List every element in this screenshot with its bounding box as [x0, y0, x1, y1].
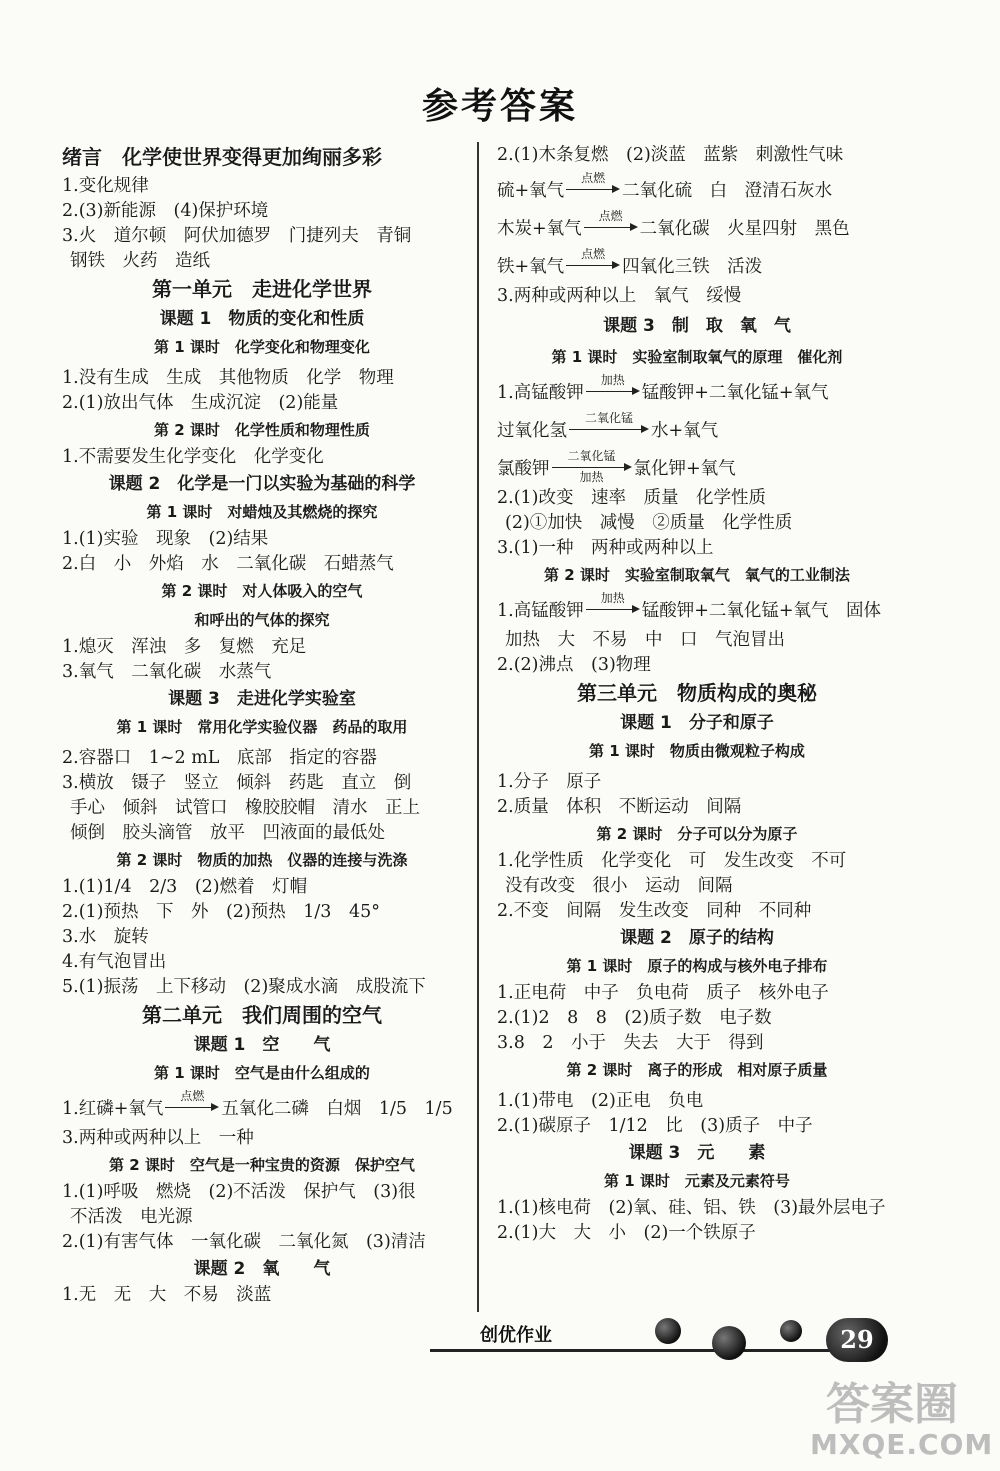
right-column — [497, 140, 897, 1246]
answer-line: 3.两种或两种以上 一种 — [62, 1128, 254, 1148]
reaction-lhs: 硫+氧气 — [497, 180, 565, 201]
lesson-heading: 和呼出的气体的探究 — [194, 611, 330, 629]
reaction-lhs: 木炭+氧气 — [497, 218, 582, 239]
lesson-heading: 第 1 课时 对蜡烛及其燃烧的探究 — [146, 503, 378, 521]
answer-line: 1.无 无 大 不易 淡蓝 — [62, 1285, 272, 1305]
answer-line: 1.(1)呼吸 燃烧 (2)不活泼 保护气 (3)很 — [62, 1182, 416, 1202]
answer-line: 1.不需要发生化学变化 化学变化 — [62, 447, 324, 467]
reaction-rhs: 五氧化二磷 白烟 1/5 1/5 — [221, 1098, 453, 1119]
reaction-rhs: 锰酸钾+二氧化锰+氧气 — [641, 382, 829, 403]
reaction-equation — [497, 590, 897, 628]
reaction-lhs: 过氧化氢 — [497, 420, 567, 441]
topic-heading: 课题 3 元 素 — [628, 1143, 766, 1163]
reaction-condition: 二氧化锰 — [567, 449, 616, 463]
reaction-lhs: 1.高锰酸钾 — [497, 382, 584, 403]
answer-line: 2.(1)碳原子 1/12 比 (3)质子 中子 — [497, 1116, 813, 1136]
column-divider — [477, 142, 479, 1312]
reaction-arrow — [586, 372, 640, 410]
reaction-arrow — [552, 448, 632, 486]
lesson-heading: 第 2 课时 离子的形成 相对原子质量 — [566, 1061, 828, 1079]
reaction-condition: 点燃 — [581, 247, 606, 261]
answer-line: 1.正电荷 中子 负电荷 质子 核外电子 — [497, 983, 829, 1003]
topic-heading: 课题 2 氧 气 — [193, 1259, 331, 1279]
watermark-url: MXQE.COM — [810, 1428, 994, 1461]
lesson-heading: 第 2 课时 空气是一种宝贵的资源 保护空气 — [109, 1156, 415, 1174]
reaction-arrow — [566, 246, 620, 284]
answer-line: 3.水 旋转 — [62, 927, 149, 947]
answer-line: 2.(1)2 8 8 (2)质子数 电子数 — [497, 1008, 772, 1028]
reaction-lhs: 1.红磷+氧气 — [62, 1098, 164, 1119]
answer-line: 没有改变 很小 运动 间隔 — [505, 876, 733, 896]
answer-line: 1.变化规律 — [62, 176, 149, 196]
answer-line: 3.8 2 小于 失去 大于 得到 — [497, 1033, 764, 1053]
reaction-equation — [497, 372, 897, 410]
topic-heading: 课题 3 制 取 氧 气 — [603, 316, 791, 336]
topic-heading: 课题 1 分子和原子 — [620, 713, 774, 733]
watermark-logo: 答案圈 — [826, 1379, 958, 1430]
answer-line: 2.(1)改变 速率 质量 化学性质 — [497, 488, 766, 508]
unit-heading: 第三单元 物质构成的奥秘 — [577, 681, 817, 705]
reaction-arrow — [566, 170, 620, 208]
answer-line: 1.(1)实验 现象 (2)结果 — [62, 529, 269, 549]
reaction-equation — [497, 208, 897, 246]
answer-line: 2.(1)放出气体 生成沉淀 (2)能量 — [62, 393, 339, 413]
reaction-rhs: 水+氧气 — [651, 420, 719, 441]
topic-heading: 课题 2 化学是一门以实验为基础的科学 — [108, 474, 416, 494]
answer-line: 2.容器口 1~2 mL 底部 指定的容器 — [62, 748, 377, 768]
answer-line: 3.横放 镊子 竖立 倾斜 药匙 直立 倒 — [62, 773, 412, 793]
decor-ball-icon — [712, 1326, 746, 1360]
lesson-heading: 第 2 课时 分子可以分为原子 — [596, 825, 798, 843]
answer-line: 不活泼 电光源 — [70, 1207, 193, 1227]
reaction-arrow — [569, 410, 649, 448]
reaction-equation — [497, 410, 897, 448]
reaction-rhs: 四氧化三铁 活泼 — [622, 256, 763, 277]
answer-line: (2)①加快 减慢 ②质量 化学性质 — [505, 513, 793, 533]
reaction-condition: 加热 — [600, 373, 625, 387]
reaction-condition-below: 加热 — [579, 470, 604, 484]
topic-heading: 课题 2 原子的结构 — [620, 928, 774, 948]
reaction-arrow — [586, 590, 640, 628]
reaction-arrow — [584, 208, 638, 246]
lesson-heading: 第 1 课时 实验室制取氧气的原理 催化剂 — [551, 348, 843, 366]
left-column — [62, 140, 462, 1308]
answer-line: 倾倒 胶头滴管 放平 凹液面的最低处 — [70, 823, 385, 843]
answer-line: 2.(1)有害气体 一氧化碳 二氧化氮 (3)清洁 — [62, 1232, 426, 1252]
reaction-rhs: 锰酸钾+二氧化锰+氧气 固体 — [641, 600, 882, 621]
reaction-rhs: 二氧化碳 火星四射 黑色 — [639, 218, 850, 239]
reaction-condition: 点燃 — [581, 171, 606, 185]
answer-line: 1.熄灭 浑浊 多 复燃 充足 — [62, 637, 307, 657]
answer-line: 3.火 道尔顿 阿伏加德罗 门捷列夫 青铜 — [62, 226, 412, 246]
topic-heading: 课题 1 空 气 — [193, 1035, 331, 1055]
answer-line: 3.氧气 二氧化碳 水蒸气 — [62, 662, 272, 682]
answer-line: 3.两种或两种以上 氧气 绥慢 — [497, 286, 742, 306]
page-title: 参考答案 — [421, 85, 578, 127]
lesson-heading: 第 1 课时 元素及元素符号 — [604, 1172, 790, 1190]
answer-line: 2.白 小 外焰 水 二氧化碳 石蜡蒸气 — [62, 554, 394, 574]
answer-line: 加热 大 不易 中 口 气泡冒出 — [505, 630, 785, 650]
lesson-heading: 第 1 课时 原子的构成与核外电子排布 — [566, 957, 828, 975]
answer-line: 钢铁 火药 造纸 — [70, 251, 210, 271]
unit-heading: 第一单元 走进化学世界 — [152, 277, 372, 301]
reaction-condition: 加热 — [600, 591, 625, 605]
lesson-heading: 第 2 课时 对人体吸入的空气 — [161, 582, 363, 600]
answer-line: 2.(1)预热 下 外 (2)预热 1/3 45° — [62, 902, 380, 922]
answer-line: 1.分子 原子 — [497, 772, 602, 792]
reaction-equation — [62, 1088, 462, 1126]
reaction-condition: 二氧化锰 — [584, 411, 633, 425]
lesson-heading: 第 1 课时 物质由微观粒子构成 — [589, 742, 805, 760]
answer-line: 1.(1)1/4 2/3 (2)燃着 灯帽 — [62, 877, 308, 897]
reaction-rhs: 二氧化硫 白 澄清石灰水 — [622, 180, 833, 201]
reaction-condition: 点燃 — [598, 209, 623, 223]
reaction-lhs: 氯酸钾 — [497, 458, 550, 479]
decor-ball-icon — [655, 1318, 681, 1344]
lesson-heading: 第 2 课时 物质的加热 仪器的连接与洗涤 — [116, 851, 408, 869]
footer-label: 创优作业 — [480, 1325, 552, 1346]
answer-line: 4.有气泡冒出 — [62, 952, 167, 972]
lesson-heading: 第 1 课时 常用化学实验仪器 药品的取用 — [116, 718, 408, 736]
topic-heading: 课题 1 物质的变化和性质 — [159, 309, 365, 329]
reaction-rhs: 氯化钾+氧气 — [633, 458, 736, 479]
intro-heading: 绪言 化学使世界变得更加绚丽多彩 — [62, 145, 382, 169]
answer-line: 手心 倾斜 试管口 橡胶胶帽 清水 正上 — [70, 798, 420, 818]
answer-line: 2.(3)新能源 (4)保护环境 — [62, 201, 269, 221]
reaction-equation — [497, 246, 897, 284]
reaction-equation — [497, 170, 897, 208]
decor-ball-icon — [780, 1320, 802, 1342]
answer-line: 2.质量 体积 不断运动 间隔 — [497, 797, 742, 817]
lesson-heading: 第 2 课时 化学性质和物理性质 — [154, 421, 370, 439]
answer-line: 5.(1)振荡 上下移动 (2)聚成水滴 成股流下 — [62, 977, 426, 997]
answer-line: 1.(1)带电 (2)正电 负电 — [497, 1091, 704, 1111]
reaction-arrow — [165, 1088, 219, 1126]
answer-line: 1.没有生成 生成 其他物质 化学 物理 — [62, 368, 394, 388]
answer-line: 2.不变 间隔 发生改变 同种 不同种 — [497, 901, 812, 921]
topic-heading: 课题 3 走进化学实验室 — [168, 689, 356, 709]
footer-rule — [430, 1349, 860, 1352]
answer-line: 1.(1)核电荷 (2)氧、硅、铝、铁 (3)最外层电子 — [497, 1198, 886, 1218]
page-number: 29 — [826, 1318, 888, 1362]
reaction-condition: 点燃 — [180, 1089, 205, 1103]
reaction-equation — [497, 448, 897, 486]
answer-line: 2.(1)木条复燃 (2)淡蓝 蓝紫 刺激性气味 — [497, 145, 844, 165]
lesson-heading: 第 1 课时 空气是由什么组成的 — [154, 1064, 370, 1082]
lesson-heading: 第 1 课时 化学变化和物理变化 — [154, 338, 370, 356]
answer-line: 2.(2)沸点 (3)物理 — [497, 655, 651, 675]
answer-line: 1.化学性质 化学变化 可 发生改变 不可 — [497, 851, 847, 871]
reaction-lhs: 铁+氧气 — [497, 256, 565, 277]
unit-heading: 第二单元 我们周围的空气 — [142, 1003, 382, 1027]
answer-line: 2.(1)大 大 小 (2)一个铁原子 — [497, 1223, 756, 1243]
answer-line: 3.(1)一种 两种或两种以上 — [497, 538, 714, 558]
reaction-lhs: 1.高锰酸钾 — [497, 600, 584, 621]
lesson-heading: 第 2 课时 实验室制取氧气 氧气的工业制法 — [544, 566, 850, 584]
